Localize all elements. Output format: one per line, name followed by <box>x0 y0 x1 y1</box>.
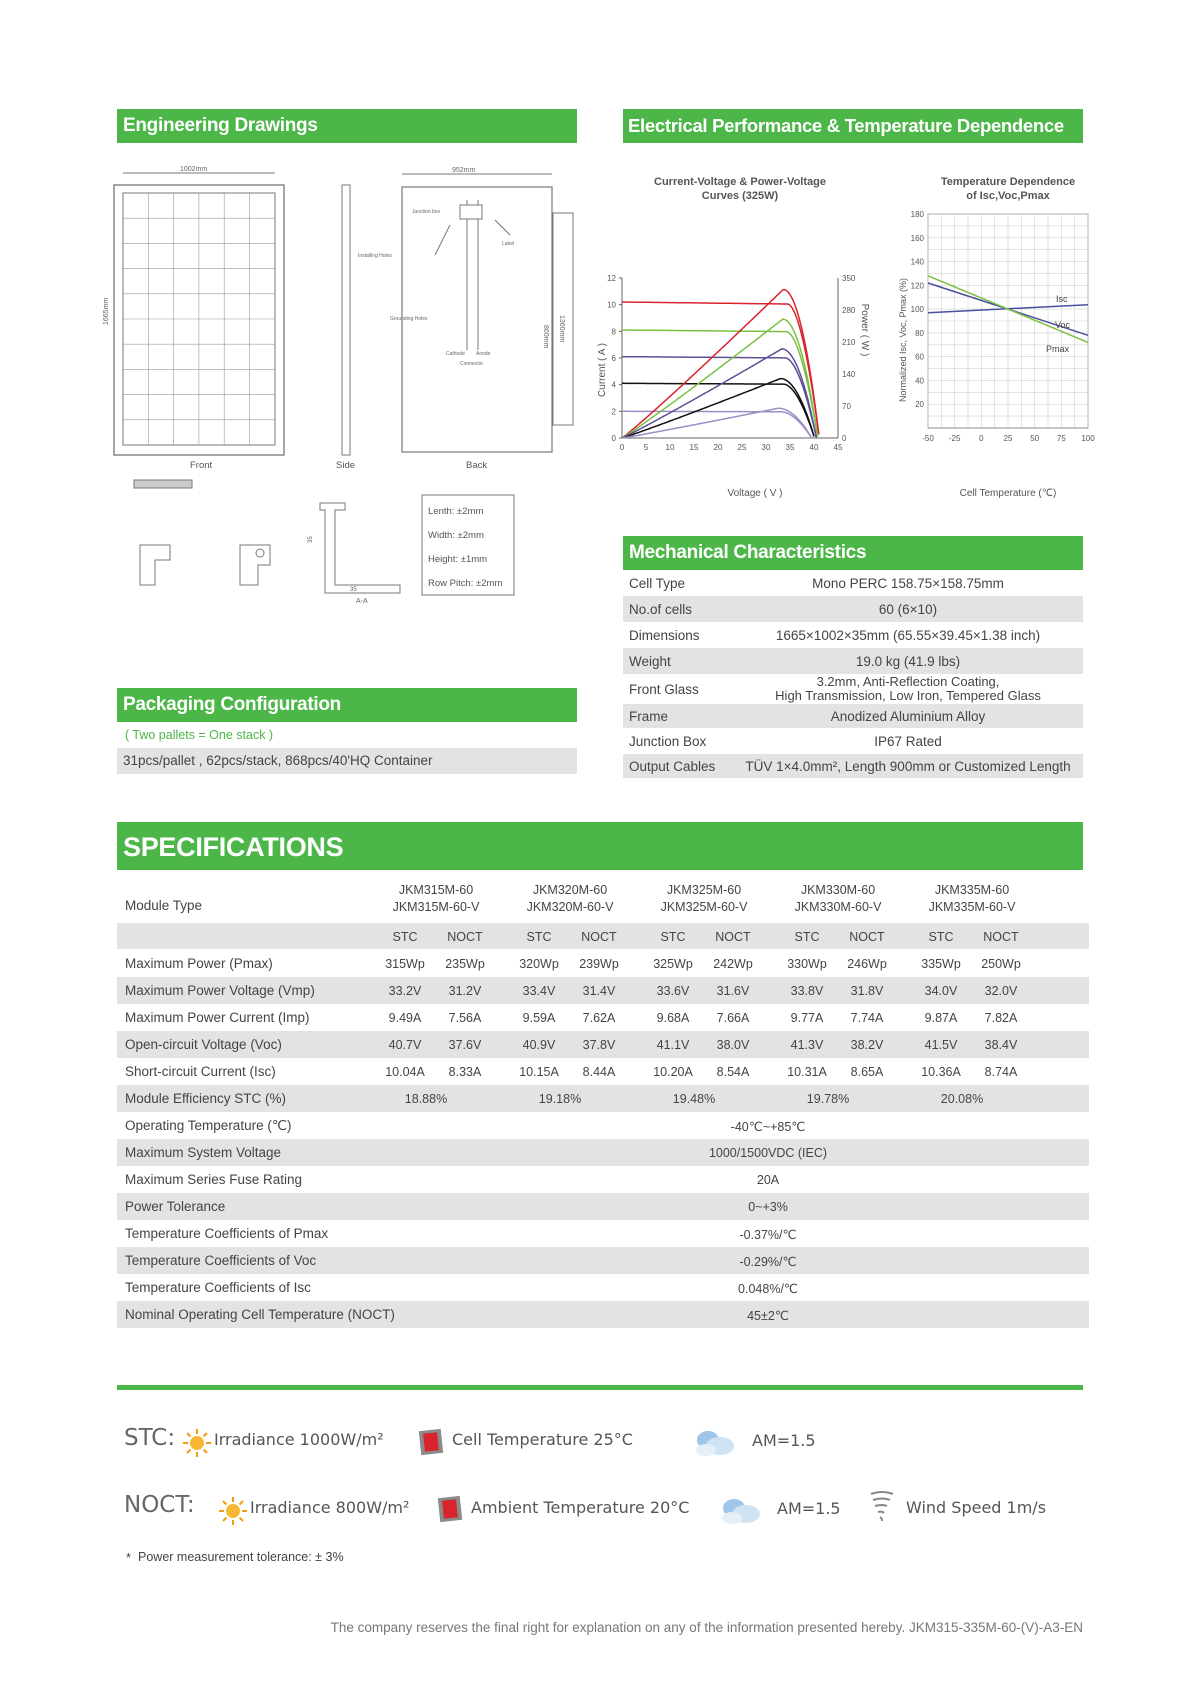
wind-icon <box>868 1489 896 1523</box>
iv-x-tick: 0 <box>619 443 625 452</box>
efficiency-value: 19.78% <box>806 1092 850 1106</box>
noct-value: 8.65A <box>850 1065 884 1079</box>
efficiency-value: 19.18% <box>538 1092 582 1106</box>
iv-chart-ylabel: Current ( A ) <box>597 343 608 397</box>
temp-x-tick: 100 <box>1081 434 1095 443</box>
model-name: JKM320M-60 JKM320M-60-V <box>526 883 614 914</box>
iv-chart <box>597 170 870 505</box>
stc-value: 9.49A <box>388 1011 422 1025</box>
noct-value: 235Wp <box>445 957 485 971</box>
iv-curve <box>622 411 812 438</box>
mechanical-value: Mono PERC 158.75×158.75mm <box>812 575 1004 591</box>
svg-text:Anode: Anode <box>476 351 491 357</box>
spec-label: Module Efficiency STC (%) <box>125 1091 287 1106</box>
spec-row <box>117 1166 1089 1193</box>
cloud-icon <box>716 1496 764 1526</box>
svg-text:1002mm: 1002mm <box>180 166 208 173</box>
iv-chart-xlabel: Voltage ( V ) <box>727 488 783 499</box>
noct-value: 8.74A <box>984 1065 1018 1079</box>
spec-label: Maximum Power (Pmax) <box>125 956 273 971</box>
noct-value: 7.66A <box>716 1011 750 1025</box>
spec-row <box>117 1247 1089 1274</box>
mechanical-header: Mechanical Characteristics <box>623 536 1083 570</box>
svg-text:Grounding Holes: Grounding Holes <box>390 316 428 322</box>
iv-y2-tick: 210 <box>842 338 856 347</box>
iv-x-tick: 30 <box>761 443 771 452</box>
front-label: Front <box>190 460 213 471</box>
noct-value: 31.2V <box>448 984 482 998</box>
temperature-chart <box>880 170 1095 505</box>
stc-value: 10.20A <box>653 1065 693 1079</box>
stc-column-header: STC <box>794 930 820 944</box>
iv-x-tick: 40 <box>809 443 819 452</box>
noct-wind-speed: Wind Speed 1m/s <box>906 1498 1047 1517</box>
temp-chart-title-2: of Isc,Voc,Pmax <box>966 190 1050 202</box>
noct-value: 38.0V <box>716 1038 750 1052</box>
stc-value: 33.6V <box>656 984 690 998</box>
stc-am: AM=1.5 <box>752 1431 816 1450</box>
model-name: JKM335M-60 JKM335M-60-V <box>928 883 1016 914</box>
iv-x-tick: 45 <box>833 443 843 452</box>
spec-value: 1000/1500VDC (IEC) <box>708 1146 828 1160</box>
asterisk-mark: * <box>126 1550 132 1565</box>
temp-y-tick: 40 <box>915 376 924 386</box>
mechanical-value: TÜV 1×4.0mm², Length 900mm or Customized Length <box>745 758 1071 774</box>
spec-row <box>117 977 1089 1004</box>
temp-x-tick: 0 <box>979 434 984 443</box>
iv-x-tick: 5 <box>643 443 649 452</box>
iv-x-tick: 20 <box>713 443 723 452</box>
tolerance-note: Power measurement tolerance: ± 3% <box>138 1550 344 1564</box>
temp-chart-xlabel: Cell Temperature (℃) <box>959 488 1057 499</box>
efficiency-value: 20.08% <box>940 1092 984 1106</box>
stc-value: 40.7V <box>388 1038 422 1052</box>
iv-y2-tick: 0 <box>842 434 847 443</box>
noct-value: 250Wp <box>981 957 1021 971</box>
temp-y-tick: 140 <box>910 257 924 267</box>
stc-value: 320Wp <box>519 957 559 971</box>
svg-text:1360mm: 1360mm <box>558 315 565 343</box>
mechanical-row <box>623 648 1083 674</box>
spec-row <box>117 1220 1089 1247</box>
spec-row <box>117 1031 1089 1058</box>
noct-ambient-temperature: Ambient Temperature 20°C <box>471 1498 690 1517</box>
iv-y-tick: 2 <box>611 407 616 417</box>
svg-text:Junction box: Junction box <box>412 209 441 215</box>
spec-value: -0.29%/℃ <box>739 1255 797 1269</box>
stc-value: 41.5V <box>924 1038 958 1052</box>
stc-value: 9.59A <box>522 1011 556 1025</box>
footer-disclaimer: The company reserves the final right for explanation on any of the information presented hereby. JKM315-335M-60-(V)-A3-EN <box>330 1620 1083 1635</box>
mechanical-label: Front Glass <box>629 681 699 697</box>
stc-value: 34.0V <box>924 984 958 998</box>
svg-text:A-A: A-A <box>356 598 368 605</box>
stc-irradiance: Irradiance 1000W/m² <box>214 1430 384 1449</box>
temp-series-label: Pmax <box>1046 343 1070 354</box>
spec-value: 0.048%/℃ <box>738 1282 798 1296</box>
iv-y-tick: 0 <box>611 434 616 443</box>
temp-x-tick: 75 <box>1056 434 1066 443</box>
iv-y-tick: 12 <box>607 274 616 283</box>
stc-value: 41.3V <box>790 1038 824 1052</box>
noct-value: 8.44A <box>582 1065 616 1079</box>
noct-column-header: NOCT <box>983 930 1019 944</box>
temp-x-tick: 50 <box>1030 434 1040 443</box>
spec-label: Maximum Power Voltage (Vmp) <box>125 983 315 998</box>
thermometer-icon <box>417 1427 447 1457</box>
noct-value: 31.6V <box>716 984 750 998</box>
spec-row <box>117 950 1089 977</box>
sun-icon <box>218 1496 248 1526</box>
stc-value: 10.04A <box>385 1065 425 1079</box>
stc-value: 40.9V <box>522 1038 556 1052</box>
divider-line <box>117 1385 1083 1390</box>
temp-y-tick: 100 <box>910 305 924 315</box>
temp-y-tick: 160 <box>910 233 924 243</box>
iv-y-tick: 10 <box>607 300 616 310</box>
spec-label: Maximum Power Current (Imp) <box>125 1010 310 1025</box>
stc-cell-temperature: Cell Temperature 25°C <box>452 1430 633 1449</box>
temp-y-tick: 180 <box>910 210 924 219</box>
iv-chart-title-1: Current-Voltage & Power-Voltage <box>654 176 826 188</box>
iv-y-tick: 8 <box>611 327 616 337</box>
spec-label: Short-circuit Current (Isc) <box>125 1064 276 1079</box>
spec-row <box>117 1274 1089 1301</box>
svg-text:35: 35 <box>350 587 357 593</box>
temp-chart-title-1: Temperature Dependence <box>940 176 1076 188</box>
noct-value: 7.74A <box>850 1011 884 1025</box>
stc-value: 9.68A <box>656 1011 690 1025</box>
spec-label: Maximum Series Fuse Rating <box>125 1172 303 1187</box>
spec-label: Nominal Operating Cell Temperature (NOCT) <box>125 1307 395 1322</box>
noct-column-header: NOCT <box>849 930 885 944</box>
noct-label: NOCT: <box>124 1492 195 1518</box>
temp-y-tick: 60 <box>915 352 924 362</box>
iv-chart-title-2: Curves (325W) <box>701 190 779 202</box>
temp-series-label: Voc <box>1055 320 1071 331</box>
temp-y-tick: 20 <box>915 400 924 410</box>
stc-value: 33.8V <box>790 984 824 998</box>
spec-value: 45±2℃ <box>747 1309 789 1323</box>
sun-icon <box>182 1428 212 1458</box>
svg-text:Label: Label <box>502 241 515 247</box>
stc-column-header: STC <box>928 930 954 944</box>
mechanical-value: Anodized Aluminium Alloy <box>830 708 986 724</box>
engineering-drawings <box>103 165 590 665</box>
cloud-icon <box>690 1428 738 1458</box>
mechanical-row <box>623 622 1083 648</box>
noct-value: 38.4V <box>984 1038 1018 1052</box>
side-label: Side <box>336 460 356 471</box>
stc-value: 315Wp <box>385 957 425 971</box>
stc-column-header: STC <box>526 930 552 944</box>
iv-y2-tick: 350 <box>842 274 856 283</box>
noct-value: 8.54A <box>716 1065 750 1079</box>
noct-value: 242Wp <box>713 957 753 971</box>
stc-value: 325Wp <box>653 957 693 971</box>
tolerance-width: Width: ±2mm <box>428 530 484 541</box>
noct-value: 239Wp <box>579 957 619 971</box>
stc-value: 10.36A <box>921 1065 961 1079</box>
iv-x-tick: 10 <box>665 443 675 452</box>
mechanical-row <box>623 728 1083 754</box>
svg-text:Installing Holes: Installing Holes <box>358 253 392 259</box>
iv-y2-tick: 280 <box>842 306 856 315</box>
noct-value: 7.56A <box>448 1011 482 1025</box>
temp-series-label: Isc <box>1056 293 1068 304</box>
packaging-header: Packaging Configuration <box>117 688 577 722</box>
packaging-note: ( Two pallets = One stack ) <box>125 728 274 742</box>
iv-y-tick: 6 <box>611 354 616 363</box>
noct-value: 37.6V <box>448 1038 482 1052</box>
tolerance-row-pitch: Row Pitch: ±2mm <box>428 578 503 589</box>
stc-value: 33.2V <box>388 984 422 998</box>
noct-irradiance: Irradiance 800W/m² <box>250 1498 410 1517</box>
spec-value: -40℃~+85℃ <box>730 1120 806 1134</box>
iv-x-tick: 15 <box>689 443 699 452</box>
stc-value: 10.15A <box>519 1065 559 1079</box>
module-type-label: Module Type <box>125 898 203 913</box>
spec-row <box>117 1058 1089 1085</box>
spec-label: Temperature Coefficients of Pmax <box>125 1226 329 1241</box>
stc-value: 9.87A <box>924 1011 958 1025</box>
spec-label: Power Tolerance <box>125 1199 226 1214</box>
pv-curve <box>622 349 816 438</box>
spec-row <box>117 1004 1089 1031</box>
model-name: JKM315M-60 JKM315M-60-V <box>392 883 480 914</box>
stc-column-header: STC <box>392 930 418 944</box>
spec-label: Open-circuit Voltage (Voc) <box>125 1037 282 1052</box>
electrical-performance-header: Electrical Performance & Temperature Dependence <box>623 109 1083 143</box>
stc-value: 9.77A <box>790 1011 824 1025</box>
iv-x-tick: 35 <box>785 443 795 452</box>
temp-x-tick: 25 <box>1003 434 1013 443</box>
temp-x-tick: -25 <box>948 434 961 443</box>
spec-value: 0~+3% <box>748 1200 788 1214</box>
svg-text:860mm: 860mm <box>542 325 549 349</box>
packaging-detail: 31pcs/pallet , 62pcs/stack, 868pcs/40'HQ Container <box>117 748 577 774</box>
temp-chart-ylabel: Normalized Isc, Voc, Pmax (%) <box>898 277 908 403</box>
svg-text:Cathode: Cathode <box>446 351 465 357</box>
noct-value: 37.8V <box>582 1038 616 1052</box>
tolerance-height: Height: ±1mm <box>428 554 488 565</box>
spec-row <box>117 1085 1089 1112</box>
mechanical-row <box>623 754 1083 778</box>
mechanical-row <box>623 674 1083 704</box>
noct-column-header: NOCT <box>447 930 483 944</box>
stc-value: 335Wp <box>921 957 961 971</box>
stc-value: 10.31A <box>787 1065 827 1079</box>
spec-label: Temperature Coefficients of Isc <box>125 1280 311 1295</box>
noct-value: 246Wp <box>847 957 887 971</box>
noct-value: 7.82A <box>984 1011 1018 1025</box>
mechanical-label: Frame <box>629 708 669 724</box>
iv-y2-tick: 140 <box>842 370 856 379</box>
mechanical-value: 1665×1002×35mm (65.55×39.45×1.38 inch) <box>775 627 1041 643</box>
spec-row <box>117 923 1089 949</box>
tolerance-length: Lenth: ±2mm <box>428 506 484 517</box>
svg-text:35: 35 <box>308 536 314 543</box>
mechanical-label: Junction Box <box>629 733 707 749</box>
mechanical-label: Dimensions <box>629 627 700 643</box>
specifications-table <box>117 878 1083 1338</box>
efficiency-value: 19.48% <box>672 1092 716 1106</box>
noct-column-header: NOCT <box>715 930 751 944</box>
mechanical-row <box>623 704 1083 728</box>
noct-column-header: NOCT <box>581 930 617 944</box>
noct-value: 31.8V <box>850 984 884 998</box>
iv-chart-y2label: Power ( W ) <box>859 303 870 357</box>
mechanical-label: Output Cables <box>629 758 716 774</box>
mechanical-value: 19.0 kg (41.9 lbs) <box>855 653 961 669</box>
mechanical-value: 3.2mm, Anti-Reflection Coating, High Transmission, Low Iron, Tempered Glass <box>775 674 1041 703</box>
temp-y-tick: 80 <box>915 328 924 338</box>
model-name: JKM325M-60 JKM325M-60-V <box>660 883 748 914</box>
spec-value: -0.37%/℃ <box>739 1228 797 1242</box>
pv-curve <box>622 379 814 438</box>
noct-value: 38.2V <box>850 1038 884 1052</box>
noct-value: 31.4V <box>582 984 616 998</box>
temp-x-tick: -50 <box>922 434 934 443</box>
spec-row <box>117 1139 1089 1166</box>
spec-label: Maximum System Voltage <box>125 1145 282 1160</box>
stc-value: 330Wp <box>787 957 827 971</box>
back-label: Back <box>466 460 488 471</box>
stc-label: STC: <box>124 1425 176 1451</box>
temp-y-tick: 120 <box>910 281 924 291</box>
pv-curve <box>622 290 819 439</box>
mechanical-value: IP67 Rated <box>874 733 942 749</box>
iv-curve <box>622 357 816 438</box>
efficiency-value: 18.88% <box>404 1092 448 1106</box>
spec-label: Operating Temperature (℃) <box>125 1118 292 1133</box>
mechanical-value: 60 (6×10) <box>878 601 938 617</box>
svg-text:Connector: Connector <box>460 361 484 367</box>
mechanical-table <box>623 570 1083 778</box>
mechanical-label: Cell Type <box>629 575 686 591</box>
iv-x-tick: 25 <box>737 443 747 452</box>
spec-row <box>117 1112 1089 1139</box>
spec-value: 20A <box>756 1173 780 1187</box>
iv-y2-tick: 70 <box>842 402 851 411</box>
noct-value: 32.0V <box>984 984 1018 998</box>
spec-row <box>117 1301 1089 1328</box>
spec-row <box>117 1193 1089 1220</box>
noct-am: AM=1.5 <box>777 1499 841 1518</box>
noct-value: 7.62A <box>582 1011 616 1025</box>
svg-text:1665mm: 1665mm <box>103 297 110 325</box>
stc-column-header: STC <box>660 930 686 944</box>
spec-label: Temperature Coefficients of Voc <box>125 1253 317 1268</box>
svg-text:952mm: 952mm <box>452 167 476 174</box>
specifications-header: SPECIFICATIONS <box>117 822 1083 870</box>
mechanical-label: No.of cells <box>629 601 693 617</box>
mechanical-row <box>623 570 1083 596</box>
noct-value: 8.33A <box>448 1065 482 1079</box>
engineering-drawings-header: Engineering Drawings <box>117 109 577 143</box>
mechanical-row <box>623 596 1083 622</box>
stc-value: 41.1V <box>656 1038 690 1052</box>
stc-value: 33.4V <box>522 984 556 998</box>
thermometer-icon <box>436 1494 466 1524</box>
model-name: JKM330M-60 JKM330M-60-V <box>794 883 882 914</box>
mechanical-label: Weight <box>629 653 671 669</box>
iv-y-tick: 4 <box>611 380 616 390</box>
